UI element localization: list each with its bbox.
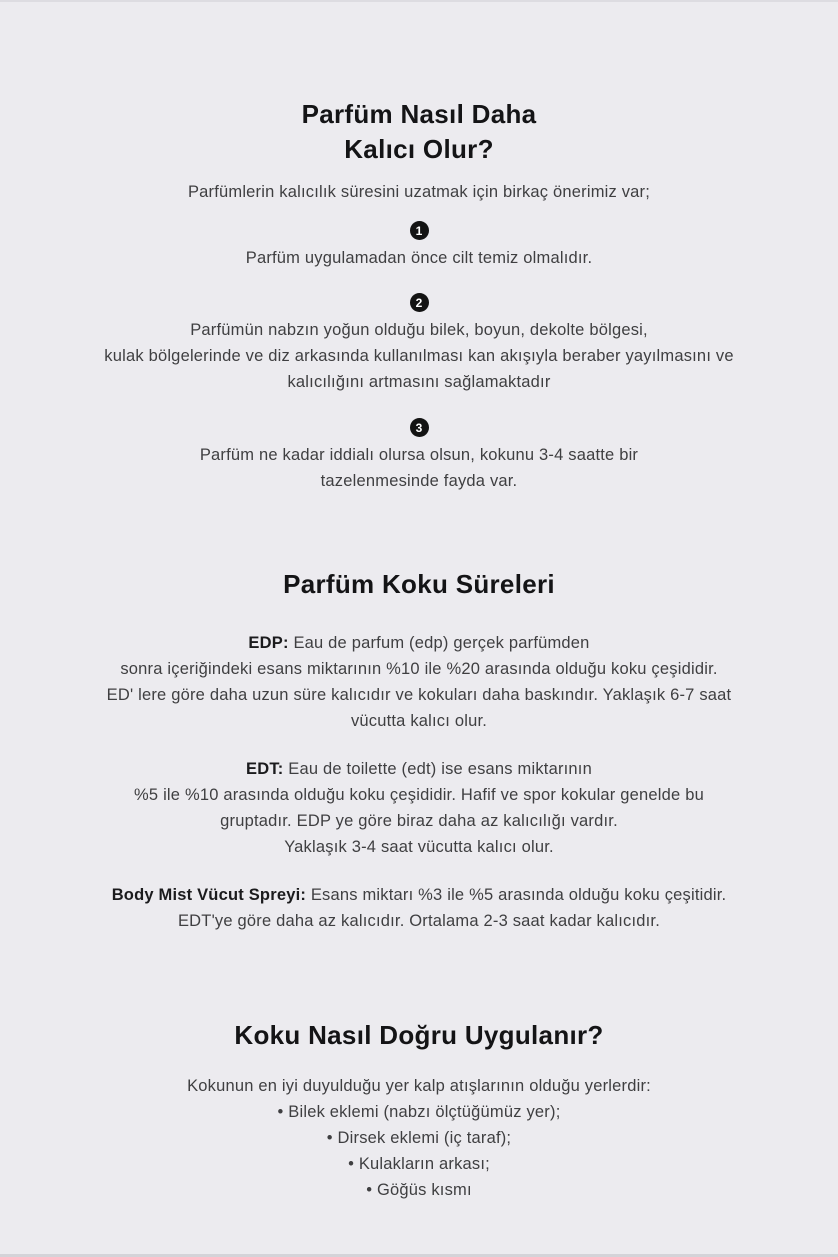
step-1-badge (410, 221, 429, 240)
edp-line-2: sonra içeriğindeki esans miktarının %10 ile %20 arasında olduğu koku çeşididir. (120, 660, 718, 678)
edp-line-1 (28, 630, 810, 656)
paragraph-body-mist (28, 882, 810, 934)
edp-line-1-text: Eau de parfum (edp) gerçek parfümden (288, 634, 590, 652)
tip-2-line-2: kulak bölgelerinde ve diz arkasında kullanılması kan akışıyla beraber yayılmasını ve (104, 347, 734, 365)
body-mist-line-2: EDT'ye göre daha az kalıcıdır. Ortalama 2-3 saat kadar kalıcıdır. (177, 912, 661, 930)
body-mist-line-1 (28, 882, 810, 908)
tip-3-line-1: Parfüm ne kadar iddialı olursa olsun, kokunu 3-4 saatte bir (199, 446, 639, 464)
section-persistence (28, 97, 810, 494)
body-mist-line-1-text: Esans miktarı %3 ile %5 arasında olduğu koku çeşitidir. (306, 886, 727, 904)
section-persistence-title (28, 97, 810, 167)
tip-2-line-1: Parfümün nabzın yoğun olduğu bilek, boyun, dekolte bölgesi, (190, 321, 648, 339)
paragraph-edt (28, 756, 810, 860)
edt-line-1 (28, 756, 810, 782)
section-application (28, 1018, 810, 1203)
paragraph-edp (28, 630, 810, 734)
edt-line-1-text: Eau de toilette (edt) ise esans miktarının (283, 760, 592, 778)
section-durations-title: Parfüm Koku Süreleri (283, 569, 555, 599)
edt-label: EDT: (246, 760, 284, 778)
edt-line-2: %5 ile %10 arasında olduğu koku çeşididir. Hafif ve spor kokular genelde bu (134, 786, 704, 804)
tip-2 (28, 293, 810, 395)
step-1-number: 1 (415, 223, 423, 238)
edp-line-4: vücutta kalıcı olur. (350, 712, 488, 730)
bullet-item-1: • Bilek eklemi (nabzı ölçtüğümüz yer); (277, 1103, 561, 1121)
bullet-item-2: • Dirsek eklemi (iç taraf); (326, 1129, 512, 1147)
step-2-badge (410, 293, 429, 312)
step-3-number: 3 (415, 420, 423, 435)
step-2-number: 2 (415, 295, 423, 310)
application-intro: Kokunun en iyi duyulduğu yer kalp atışlarının olduğu yerlerdir: (187, 1077, 651, 1095)
tip-2-line-3: kalıcılığını artmasını sağlamaktadır (287, 373, 551, 391)
tip-3-line-2: tazelenmesinde fayda var. (320, 472, 518, 490)
title-line-1: Parfüm Nasıl Daha (301, 99, 537, 129)
tip-1 (28, 221, 810, 271)
section-application-title: Koku Nasıl Doğru Uygulanır? (234, 1020, 604, 1050)
step-3-badge (410, 418, 429, 437)
edp-line-3: ED' lere göre daha uzun süre kalıcıdır ve kokuları daha baskındır. Yaklaşık 6-7 saat (106, 686, 732, 704)
tip-3 (28, 418, 810, 494)
persistence-intro: Parfümlerin kalıcılık süresini uzatmak için birkaç önerimiz var; (187, 183, 651, 201)
tip-1-line-1: Parfüm uygulamadan önce cilt temiz olmalıdır. (245, 249, 593, 267)
body-mist-label: Body Mist Vücut Spreyi: (111, 886, 307, 904)
edp-label: EDP: (248, 634, 289, 652)
bullet-item-4: • Göğüs kısmı (366, 1181, 472, 1199)
title-line-2: Kalıcı Olur? (344, 134, 494, 164)
edt-line-3: gruptadır. EDP ye göre biraz daha az kalıcılığı vardır. (220, 812, 618, 830)
section-durations (28, 567, 810, 934)
bullet-item-3: • Kulakların arkası; (348, 1155, 490, 1173)
edt-line-4: Yaklaşık 3-4 saat vücutta kalıcı olur. (284, 838, 554, 856)
flyer-content (0, 2, 838, 1254)
